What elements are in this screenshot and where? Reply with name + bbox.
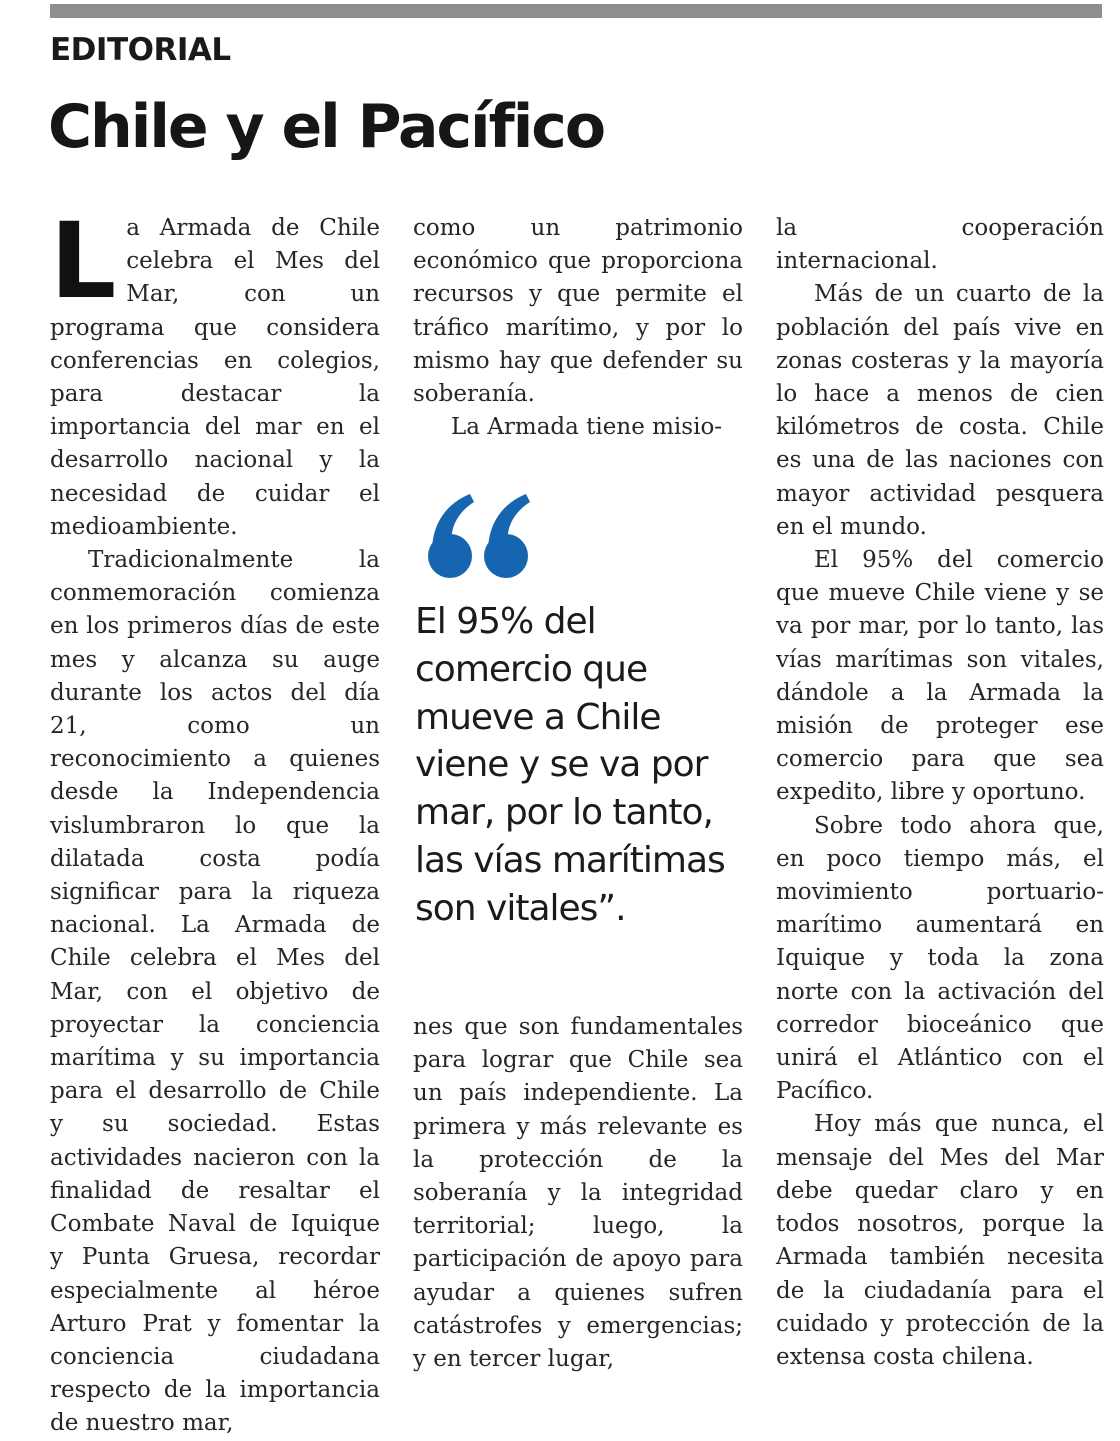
column-2-bottom bbox=[413, 1011, 743, 1376]
pull-quote: El 95% del comercio que mueve a Chile viene y se va por mar, por lo tanto, las vías marítimas son vitales”. bbox=[415, 601, 725, 929]
top-rule bbox=[50, 4, 1102, 18]
headline: Chile y el Pacífico bbox=[48, 92, 605, 162]
paragraph-3: como un patrimonio económico que proporciona recursos y que permite el tráfico marítimo, y por lo mismo hay que defender su soberanía. bbox=[413, 215, 743, 408]
section-label: EDITORIAL bbox=[50, 32, 231, 68]
paragraph-2: Tradicionalmente la conmemoración comienza en los primeros días de este mes y alcanza su auge durante los actos del día 21, como un reconocimiento a quienes desde la Independencia vislumbraron lo que la dilatada costa podía significar para la riqueza nacional. La Armada de Chile celebra el Mes del Mar, con el objetivo de proyectar la conciencia marítima y su importancia para el desarrollo de Chile y su sociedad. Estas actividades nacieron con la finalidad de resaltar el Combate Naval de Iquique y Punta Gruesa, recordar especialmente al héroe Arturo Prat y fomentar la conciencia ciudadana respecto de la importancia de nuestro mar, bbox=[50, 547, 380, 1437]
paragraph-9: Sobre todo ahora que, en poco tiempo más, el movimiento portuario-marítimo aumentará en Iquique y toda la zona norte con la activación del corredor bioceánico que unirá el Atlántico con el Pacífico. bbox=[776, 812, 1104, 1105]
column-3 bbox=[776, 212, 1104, 1374]
paragraph-1 bbox=[50, 200, 380, 544]
drop-cap: L bbox=[50, 200, 117, 322]
paragraph-8: El 95% del comercio que mueve Chile viene y se va por mar, por lo tanto, las vías marítimas son vitales, dándole a la Armada la misión de proteger ese comercio para que sea expedito, libre y oportuno. bbox=[776, 547, 1104, 806]
paragraph-5: nes que son fundamentales para lograr que Chile sea un país independiente. La primera y más relevante es la protección de la soberanía y la integridad territorial; luego, la participación de apoyo para ayudar a quienes sufren catástrofes y emergencias; y en tercer lugar, bbox=[413, 1014, 743, 1373]
quote-open-icon bbox=[420, 490, 540, 590]
paragraph-10: Hoy más que nunca, el mensaje del Mes del Mar debe quedar claro y en todos nosotros, porque la Armada también necesita de la ciudadanía para el cuidado y protección de la extensa costa chilena. bbox=[776, 1111, 1104, 1370]
paragraph-4: La Armada tiene misio- bbox=[451, 414, 723, 441]
paragraph-1-text: a Armada de Chile celebra el Mes del Mar, con un programa que considera conferencias en colegios, para destacar la importancia del mar en el desarrollo nacional y la necesidad de cuidar el medioambiente. bbox=[50, 215, 380, 540]
paragraph-7: Más de un cuarto de la población del país vive en zonas costeras y la mayoría lo hace a menos de cien kilómetros de costa. Chile es una de las naciones con mayor actividad pesquera en el mundo. bbox=[776, 281, 1104, 540]
column-2-top bbox=[413, 212, 743, 444]
column-1 bbox=[50, 200, 380, 1441]
paragraph-6: la cooperación internacional. bbox=[776, 215, 1104, 275]
